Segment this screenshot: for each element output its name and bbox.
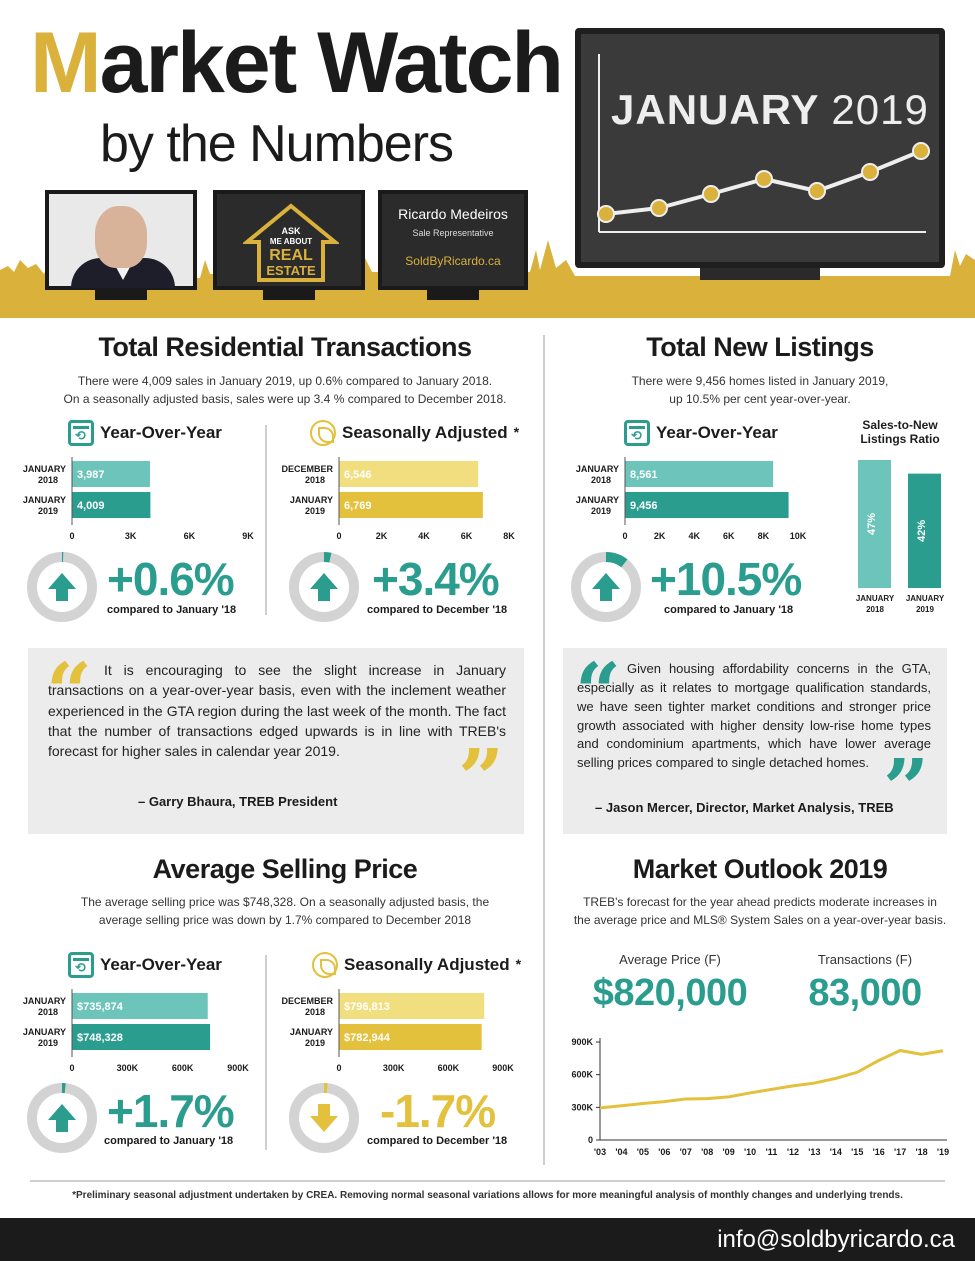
x-tick-label: '11 bbox=[765, 1147, 778, 1157]
real-estate-logo bbox=[213, 190, 365, 290]
transactions-yoy-chart bbox=[10, 455, 260, 550]
transactions-title: Total Residential Transactions bbox=[98, 332, 472, 362]
outlook-desc-line1: TREB's forecast for the year ahead predicts moderate increases in bbox=[583, 895, 937, 909]
category-label: 2019 bbox=[304, 1038, 325, 1048]
asterisk-mark: * bbox=[513, 425, 520, 441]
tick-label: 6K bbox=[460, 531, 473, 541]
transactions-yoy-label: Year-Over-Year bbox=[100, 423, 222, 442]
period-monitor bbox=[575, 28, 945, 268]
open-quote-icon: “ bbox=[46, 645, 93, 739]
transactions-sa-label: Seasonally Adjusted bbox=[342, 423, 508, 442]
title-logo-letter: M bbox=[30, 15, 100, 111]
agent-card bbox=[378, 190, 528, 290]
footer-bar bbox=[0, 1218, 975, 1261]
price-divider bbox=[265, 955, 267, 1150]
arrow-up-icon bbox=[592, 573, 620, 601]
price-sa-label: Seasonally Adjusted bbox=[344, 955, 510, 974]
header bbox=[0, 0, 975, 318]
quote-author-mercer: – Jason Mercer, Director, Market Analysis, TREB bbox=[595, 800, 894, 815]
listings-desc bbox=[560, 372, 960, 408]
tick-label: 0 bbox=[69, 531, 75, 541]
calendar-icon bbox=[68, 420, 94, 446]
house-icon bbox=[243, 202, 339, 284]
x-tick-label: '15 bbox=[851, 1147, 864, 1157]
open-quote-icon: “ bbox=[575, 645, 622, 739]
tick-label: 4K bbox=[418, 531, 430, 541]
y-tick-label: 0 bbox=[587, 1135, 593, 1145]
x-tick-label: '04 bbox=[615, 1147, 628, 1157]
transactions-yoy-note: compared to January '18 bbox=[107, 604, 237, 616]
x-tick-label: '05 bbox=[636, 1147, 649, 1157]
tick-label: 8K bbox=[757, 531, 770, 541]
transactions-sa-pct: +3.4% bbox=[372, 553, 499, 605]
ratio-label: 42% bbox=[916, 519, 928, 542]
tick-label: 6K bbox=[723, 531, 735, 541]
agent-name: Ricardo Medeiros bbox=[398, 206, 508, 222]
logo-real: REAL bbox=[269, 247, 313, 264]
agent-photo bbox=[45, 190, 197, 290]
category-label: DECEMBER bbox=[281, 996, 333, 1006]
listings-yoy-label: Year-Over-Year bbox=[656, 423, 778, 442]
price-yoy-label: Year-Over-Year bbox=[100, 955, 222, 974]
tick-label: 900K bbox=[227, 1063, 249, 1073]
leaf-icon bbox=[310, 420, 336, 446]
category-label: JANUARY bbox=[575, 464, 619, 474]
x-tick-label: '14 bbox=[829, 1147, 842, 1157]
x-tick-label: '03 bbox=[593, 1147, 607, 1157]
category-label: JANUARY bbox=[575, 495, 619, 505]
bar-label: 9,456 bbox=[630, 500, 658, 512]
transactions-divider bbox=[265, 425, 267, 615]
card-stand bbox=[427, 290, 479, 300]
tick-label: 2K bbox=[375, 531, 388, 541]
category-label: 2019 bbox=[916, 605, 934, 614]
outlook-title: Market Outlook 2019 bbox=[632, 854, 888, 884]
trend-decoration bbox=[581, 34, 939, 262]
bar-label: 3,987 bbox=[77, 469, 105, 481]
outlook-desc bbox=[555, 893, 965, 929]
outlook-transactions-value: 83,000 bbox=[808, 972, 922, 1014]
outlook-transactions-label: Transactions (F) bbox=[817, 952, 913, 967]
bar-label: $748,328 bbox=[77, 1032, 123, 1044]
x-tick-label: '19 bbox=[936, 1147, 950, 1157]
category-label: JANUARY bbox=[22, 464, 66, 474]
close-quote-icon: ” bbox=[458, 731, 505, 825]
category-label: 2019 bbox=[37, 506, 58, 516]
footer-divider bbox=[30, 1180, 945, 1182]
quote-author-bhaura: – Garry Bhaura, TREB President bbox=[138, 794, 338, 809]
x-tick-label: '12 bbox=[786, 1147, 800, 1157]
bar-label: $735,874 bbox=[77, 1001, 123, 1013]
bar-label: 8,561 bbox=[630, 469, 658, 481]
listings-title: Total New Listings bbox=[646, 332, 874, 362]
contact-email[interactable]: info@soldbyricardo.ca bbox=[717, 1226, 955, 1253]
tick-label: 600K bbox=[171, 1063, 194, 1073]
nl_yoy-svg bbox=[565, 455, 815, 545]
x-tick-label: '06 bbox=[658, 1147, 671, 1157]
page-subtitle: by the Numbers bbox=[100, 115, 454, 173]
tick-label: 0 bbox=[69, 1063, 75, 1073]
transactions-yoy-gauge bbox=[26, 551, 98, 623]
transactions-yoy-heading bbox=[68, 420, 222, 446]
category-label: 2019 bbox=[590, 506, 611, 516]
ratio-svg bbox=[848, 455, 958, 615]
outlook-svg bbox=[555, 1030, 955, 1165]
column-divider bbox=[543, 335, 545, 1165]
listings-desc-line1: There were 9,456 homes listed in January 2019, bbox=[631, 374, 889, 388]
ratio-title: Sales-to-New Listings Ratio bbox=[860, 418, 940, 447]
outlook-price-chart bbox=[555, 1030, 955, 1170]
x-tick-label: '13 bbox=[808, 1147, 821, 1157]
price-title: Average Selling Price bbox=[152, 854, 418, 884]
listings-yoy-pct: +10.5% bbox=[650, 553, 802, 605]
category-label: 2019 bbox=[304, 506, 325, 516]
logo-me-about: ME ABOUT bbox=[269, 237, 313, 246]
y-tick-label: 300K bbox=[571, 1102, 593, 1113]
listings-yoy-gauge bbox=[570, 551, 642, 623]
tick-label: 900K bbox=[492, 1063, 514, 1073]
tick-label: 8K bbox=[503, 531, 515, 541]
price-yoy-note: compared to January '18 bbox=[104, 1135, 234, 1147]
price-series-line bbox=[600, 1050, 943, 1107]
tick-label: 0 bbox=[622, 531, 628, 541]
x-tick-label: '10 bbox=[743, 1147, 757, 1157]
listings-yoy-chart bbox=[565, 455, 815, 550]
transactions-desc bbox=[30, 372, 540, 408]
asterisk-mark: * bbox=[515, 957, 522, 973]
price-sa-pct: -1.7% bbox=[380, 1085, 496, 1137]
category-label: JANUARY bbox=[22, 495, 66, 505]
category-label: JANUARY bbox=[905, 594, 945, 603]
category-label: 2018 bbox=[304, 1007, 325, 1017]
ratio-label: 47% bbox=[866, 512, 878, 536]
bar-label: $796,813 bbox=[344, 1001, 390, 1013]
photo-stand bbox=[95, 290, 147, 300]
transactions-sa-note: compared to December '18 bbox=[367, 604, 508, 616]
price-sa-heading bbox=[312, 952, 521, 978]
bar-label: 6,769 bbox=[344, 500, 372, 512]
x-tick-label: '09 bbox=[722, 1147, 735, 1157]
price_yoy-svg bbox=[10, 987, 260, 1077]
quote-box-bhaura bbox=[28, 645, 524, 834]
tick-label: 0 bbox=[336, 1063, 342, 1073]
agent-role: Sale Representative bbox=[412, 228, 494, 238]
outlook-desc-line2: the average price and MLS® System Sales on a year-over-year basis. bbox=[573, 913, 947, 927]
category-label: JANUARY bbox=[855, 594, 895, 603]
close-quote-icon: ” bbox=[883, 741, 930, 835]
tx_sa-svg bbox=[275, 455, 525, 545]
calendar-icon bbox=[624, 420, 650, 446]
period-month: JANUARY bbox=[611, 86, 819, 133]
logo-estate: ESTATE bbox=[266, 263, 316, 278]
monitor-stand bbox=[700, 268, 820, 280]
quote-text-mercer: Given housing affordability concerns in the GTA, especially as it relates to mortgage qualification standards, we have seen tighter market conditions and stronger price growth associated with higher density low-rise home types and condominium apartments, which have lower average selling prices compared to single detached homes. bbox=[577, 661, 931, 771]
tick-label: 600K bbox=[437, 1063, 460, 1073]
bar-label: 4,009 bbox=[77, 500, 105, 512]
gauge-arc bbox=[606, 557, 624, 563]
x-tick-label: '18 bbox=[915, 1147, 928, 1157]
y-tick-label: 900K bbox=[571, 1037, 593, 1047]
y-tick-label: 600K bbox=[571, 1069, 593, 1080]
listings-yoy-heading bbox=[624, 420, 778, 446]
arrow-up-icon bbox=[310, 573, 338, 601]
tick-label: 300K bbox=[116, 1063, 139, 1073]
category-label: 2019 bbox=[37, 1038, 58, 1048]
category-label: 2018 bbox=[590, 475, 611, 485]
transactions-desc-line2: On a seasonally adjusted basis, sales were up 3.4 % compared to December 2018. bbox=[63, 392, 507, 406]
transactions-sa-gauge bbox=[288, 551, 360, 623]
category-label: JANUARY bbox=[22, 996, 66, 1006]
gauge-arc bbox=[324, 557, 330, 558]
tick-label: 10K bbox=[789, 531, 807, 541]
outlook-price-value: $820,000 bbox=[592, 972, 748, 1014]
price-sa-chart bbox=[275, 987, 525, 1082]
price-yoy-gauge bbox=[26, 1082, 98, 1154]
title-text: arket Watch bbox=[99, 15, 562, 111]
calendar-icon bbox=[68, 952, 94, 978]
logo-stand bbox=[263, 290, 315, 300]
page-title bbox=[30, 15, 562, 111]
listings-desc-line2: up 10.5% per cent year-over-year. bbox=[669, 392, 851, 406]
leaf-icon bbox=[312, 952, 338, 978]
x-tick-label: '08 bbox=[701, 1147, 714, 1157]
price_sa-svg bbox=[275, 987, 525, 1077]
bar-label: 6,546 bbox=[344, 469, 372, 481]
period-year: 2019 bbox=[831, 86, 929, 133]
bar-label: $782,944 bbox=[344, 1032, 390, 1044]
category-label: JANUARY bbox=[22, 1027, 66, 1037]
quote-box-mercer bbox=[563, 645, 947, 835]
category-label: 2018 bbox=[37, 475, 58, 485]
transactions-sa-chart bbox=[275, 455, 525, 550]
price-yoy-pct: +1.7% bbox=[107, 1085, 234, 1137]
tick-label: 2K bbox=[653, 531, 666, 541]
x-tick-label: '17 bbox=[894, 1147, 907, 1157]
x-tick-label: '16 bbox=[872, 1147, 885, 1157]
tick-label: 9K bbox=[242, 531, 254, 541]
price-yoy-chart bbox=[10, 987, 260, 1082]
tick-label: 300K bbox=[382, 1063, 405, 1073]
avatar bbox=[95, 206, 147, 268]
quote-text-bhaura: It is encouraging to see the slight increase in January transactions on a year-over-year basis, even with the inclement weather experienced in the GTA region during the last week of the month. The fact that the number of transactions edged upwards is in line with TREB's forecast for higher sales in calendar year 2019. bbox=[48, 662, 506, 760]
sales-to-listings-chart bbox=[848, 455, 958, 620]
arrow-up-icon bbox=[48, 573, 76, 601]
tick-label: 3K bbox=[124, 531, 137, 541]
category-label: JANUARY bbox=[289, 1027, 333, 1037]
tick-label: 4K bbox=[688, 531, 700, 541]
category-label: 2018 bbox=[866, 605, 884, 614]
price-yoy-heading bbox=[68, 952, 222, 978]
transactions-sa-heading bbox=[310, 420, 519, 446]
listings-yoy-note: compared to January '18 bbox=[664, 604, 794, 616]
price-desc bbox=[30, 893, 540, 929]
category-label: 2018 bbox=[304, 475, 325, 485]
transactions-desc-line1: There were 4,009 sales in January 2019, up 0.6% compared to January 2018. bbox=[77, 374, 493, 388]
tx_yoy-svg bbox=[10, 455, 260, 545]
x-tick-label: '07 bbox=[679, 1147, 692, 1157]
arrow-up-icon bbox=[48, 1104, 76, 1132]
agent-website[interactable]: SoldByRicardo.ca bbox=[405, 254, 501, 268]
price-desc-line1: The average selling price was $748,328. On a seasonally adjusted basis, the bbox=[80, 895, 490, 909]
category-label: DECEMBER bbox=[281, 464, 333, 474]
arrow-down-icon bbox=[310, 1104, 338, 1132]
tick-label: 0 bbox=[336, 531, 342, 541]
price-sa-note: compared to December '18 bbox=[367, 1135, 508, 1147]
category-label: JANUARY bbox=[289, 495, 333, 505]
footnote: *Preliminary seasonal adjustment undertaken by CREA. Removing normal seasonal variations allows for more meaningful analysis of monthly changes and underlying trends. bbox=[72, 1190, 903, 1201]
outlook-price-label: Average Price (F) bbox=[619, 952, 721, 967]
tick-label: 6K bbox=[183, 531, 196, 541]
transactions-yoy-pct: +0.6% bbox=[107, 553, 234, 605]
price-desc-line2: average selling price was down by 1.7% compared to December 2018 bbox=[98, 913, 472, 927]
logo-ask: ASK bbox=[281, 226, 301, 236]
price-sa-gauge bbox=[288, 1082, 360, 1154]
category-label: 2018 bbox=[37, 1007, 58, 1017]
